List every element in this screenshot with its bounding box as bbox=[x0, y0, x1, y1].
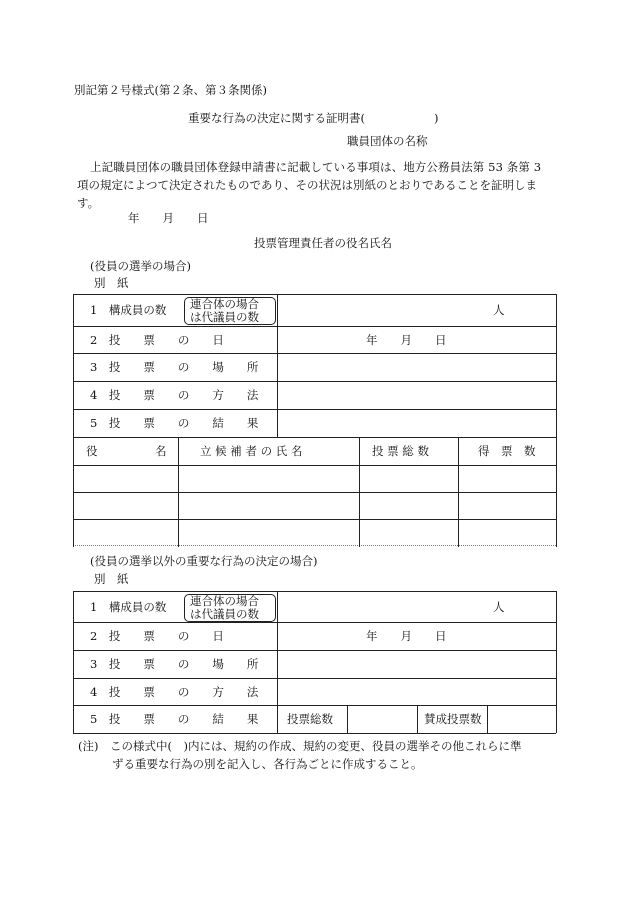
body-line-1: 上記職員団体の職員団体登録申請書に記載している事項は、地方公務員法第 53 条第 3 bbox=[90, 160, 542, 174]
note-line-1: (注) この様式中( )内には、規約の作成、規約の変更、役員の選挙その他これらに準 bbox=[78, 739, 522, 753]
s1-row2-value: 年 月 日 bbox=[366, 332, 447, 347]
s2-row2-value: 年 月 日 bbox=[366, 629, 447, 643]
s1-col-role: 役 名 bbox=[86, 444, 167, 458]
s1-row1-sub1: 連合体の場合 bbox=[190, 297, 259, 311]
s1-row1-sub2: は代議員の数 bbox=[190, 310, 259, 324]
signer-label: 投票管理責任者の役名氏名 bbox=[254, 236, 392, 250]
document-title: 重要な行為の決定に関する証明書( ) bbox=[188, 111, 439, 125]
s1-col-votes-received: 得 票 数 bbox=[478, 444, 536, 458]
section1-case-label: (役員の選挙の場合) bbox=[90, 259, 191, 273]
body-line-3: す。 bbox=[77, 196, 100, 210]
org-name-label: 職員団体の名称 bbox=[347, 134, 428, 148]
s2-row1-sub1: 連合体の場合 bbox=[190, 594, 259, 608]
section2-attachment-label: 別 紙 bbox=[94, 572, 129, 586]
note-line-2: ずる重要な行為の別を記入し、各行為ごとに作成すること。 bbox=[112, 757, 423, 771]
s2-approve-votes-label: 賛成投票数 bbox=[424, 712, 482, 726]
certificate-date: 年 月 日 bbox=[128, 211, 209, 225]
form-id: 別記第２号様式(第２条、第３条関係) bbox=[74, 83, 267, 97]
s1-row3-label: 3 投 票 の 場 所 bbox=[90, 360, 259, 374]
s1-row2-label: 2 投 票 の 日 bbox=[90, 332, 224, 347]
s2-row3-label: 3 投 票 の 場 所 bbox=[90, 657, 259, 671]
body-line-2: 項の規定によつて決定されたものであり、その状況は別紙のとおりであることを証明しま bbox=[77, 178, 537, 192]
s2-row4-label: 4 投 票 の 方 法 bbox=[90, 684, 259, 699]
section2-case-label: (役員の選挙以外の重要な行為の決定の場合) bbox=[90, 554, 318, 568]
s2-row1-sub2: は代議員の数 bbox=[190, 607, 259, 621]
section1-attachment-label: 別 紙 bbox=[94, 276, 129, 290]
s2-row2-label: 2 投 票 の 日 bbox=[90, 629, 224, 643]
s1-row4-label: 4 投 票 の 方 法 bbox=[90, 388, 259, 402]
s1-col-candidate: 立 候 補 者 の 氏 名 bbox=[200, 444, 303, 458]
s1-row1-value: 人 bbox=[493, 303, 505, 317]
s1-row1-label: 1 構成員の数 bbox=[90, 303, 167, 317]
s1-col-total-votes: 投 票 総 数 bbox=[372, 444, 429, 458]
s2-row1-value: 人 bbox=[493, 599, 505, 614]
s2-row5-label: 5 投 票 の 結 果 bbox=[90, 712, 259, 726]
s2-row1-label: 1 構成員の数 bbox=[90, 599, 167, 614]
s2-total-votes-label: 投票総数 bbox=[287, 712, 333, 726]
s1-row5-label: 5 投 票 の 結 果 bbox=[90, 416, 259, 430]
